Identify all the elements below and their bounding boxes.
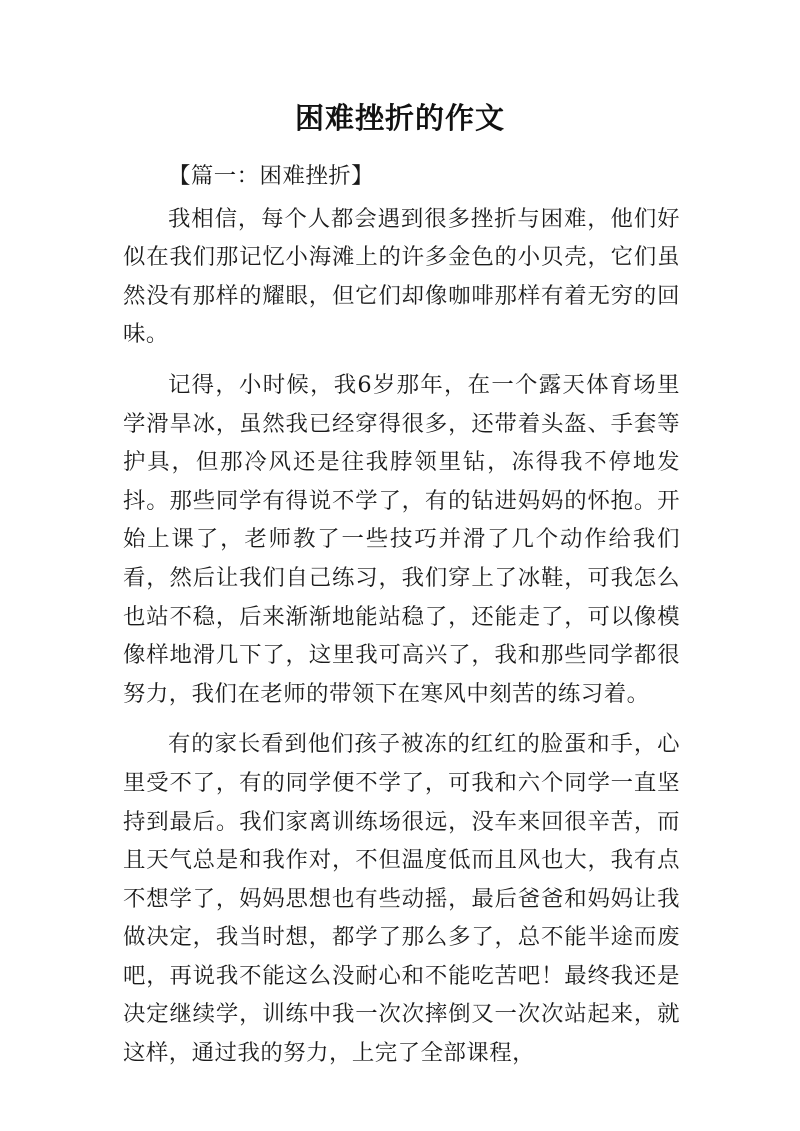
- section-heading: 【篇一：困难挫折】: [168, 163, 375, 189]
- paragraph-1: 我相信，每个人都会遇到很多挫折与困难，他们好似在我们那记忆小海滩上的许多金色的小贝壳，它们虽然没有那样的耀眼，但它们却像咖啡那样有着无穷的回味。: [123, 205, 680, 348]
- paragraph-2: 记得，小时候，我6岁那年，在一个露天体育场里学滑旱冰，虽然我已经穿得很多，还带着头盔、手套等护具，但那冷风还是往我脖领里钻，冻得我不停地发抖。那些同学有得说不学了，有的钻进妈妈的怀抱。开始上课了，老师教了一些技巧并滑了几个动作给我们看，然后让我们自己练习，我们穿上了冰鞋，可我怎么也站不稳，后来渐渐地能站稳了，还能走了，可以像模像样地滑几下了，这里我可高兴了，我和那些同学都很努力，我们在老师的带领下在寒风中刻苦的练习着。: [123, 371, 680, 707]
- paragraph-3: 有的家长看到他们孩子被冻的红红的脸蛋和手，心里受不了，有的同学便不学了，可我和六个同学一直坚持到最后。我们家离训练场很远，没车来回很辛苦，而且天气总是和我作对，不但温度低而且风也大，我有点不想学了，妈妈思想也有些动摇，最后爸爸和妈妈让我做决定，我当时想，都学了那么多了，总不能半途而废吧，再说我不能这么没耐心和不能吃苦吧！最终我还是决定继续学，训练中我一次次摔倒又一次次站起来，就这样，通过我的努力，上完了全部课程，: [123, 731, 680, 1067]
- document-title: 困难挫折的作文: [294, 101, 505, 135]
- document-body: [123, 157, 680, 1073]
